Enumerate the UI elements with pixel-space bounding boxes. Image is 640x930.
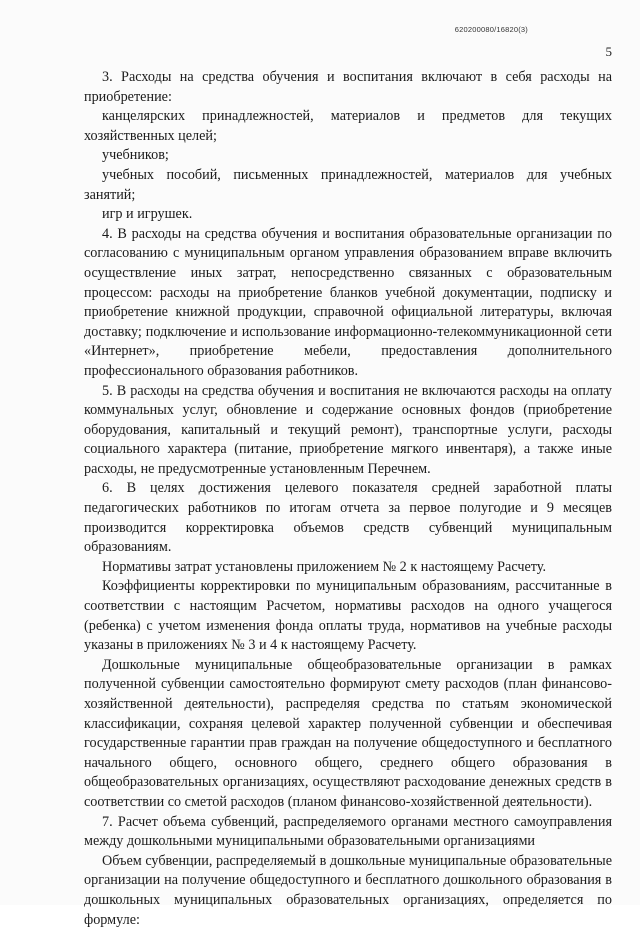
paragraph: игр и игрушек. xyxy=(102,206,193,223)
document-id: 620200080/16820(3) xyxy=(454,25,528,34)
paragraph: 5. В расходы на средства обучения и воспитания не включаются расходы на оплату коммунальных услуг, обновление и содержание основных фондов (приобретение оборудования, капитальный и текущий ремонт), транспортные услуги, расходы социального характера (питание, приобретение мягкого инвентаря), а также иные расходы, не предусмотренные установленным Перечнем. xyxy=(84,382,612,477)
paragraph: Коэффициенты корректировки по муниципальным образованиям, рассчитанные в соответствии с настоящим Расчетом, нормативы расходов на одного учащегося (ребенка) с учетом изменения фонда оплаты труда, нормативов на учебные расходы указаны в приложениях № 3 и 4 к настоящему Расчету. xyxy=(84,578,612,654)
paragraph: 7. Расчет объема субвенций, распределяемого органами местного самоуправления между дошкольными муниципальными образовательными организациями xyxy=(84,813,612,850)
paragraph: Объем субвенции, распределяемый в дошкольные муниципальные образовательные организации на получение общедоступного и бесплатного дошкольного образования в дошкольных муниципальных образовательных организациях, определяется по формуле: xyxy=(84,852,612,928)
paragraph: учебных пособий, письменных принадлежностей, материалов для учебных занятий; xyxy=(84,166,612,203)
paragraph: Нормативы затрат установлены приложением № 2 к настоящему Расчету. xyxy=(102,558,547,575)
paragraph: Дошкольные муниципальные общеобразовательные организации в рамках полученной субвенции самостоятельно формируют смету расходов (план финансово-хозяйственной деятельности), распределяя средства по статьям экономической классификации, сохраняя целевой характер полученной субвенции и обеспечивая государственные гарантии прав граждан на получение общедоступного и бесплатного начального общего, основного общего, среднего общего образования в общеобразовательных организациях, осуществляют расходование денежных средств в соответствии со сметой расходов (планом финансово-хозяйственной деятельности). xyxy=(84,656,612,810)
document-body xyxy=(84,68,612,930)
page-number: 5 xyxy=(605,44,612,59)
paragraph: 6. В целях достижения целевого показателя средней заработной платы педагогических работников по итогам отчета за первое полугодие и 9 месяцев производится корректировка объемов средств субвенций муниципальным образованиям. xyxy=(84,480,612,556)
paragraph: канцелярских принадлежностей, материалов и предметов для текущих хозяйственных целей; xyxy=(84,108,612,144)
paragraph: 3. Расходы на средства обучения и воспитания включают в себя расходы на приобретение: xyxy=(84,69,612,105)
paragraph: учебников; xyxy=(102,147,169,164)
paragraph: 4. В расходы на средства обучения и воспитания образовательные организации по согласованию с муниципальным органом управления образованием вправе включить осуществление иных затрат, непосредственно связанных с образовательным процессом: расходы на приобретение бланков учебной документации, подписку и приобретение книжной продукции, справочной официальной литературы, включая доставку; подключение и использование информационно-телекоммуникационной сети «Интернет», приобретение мебели, предоставления дополнительного профессионального образования работников. xyxy=(84,225,612,379)
